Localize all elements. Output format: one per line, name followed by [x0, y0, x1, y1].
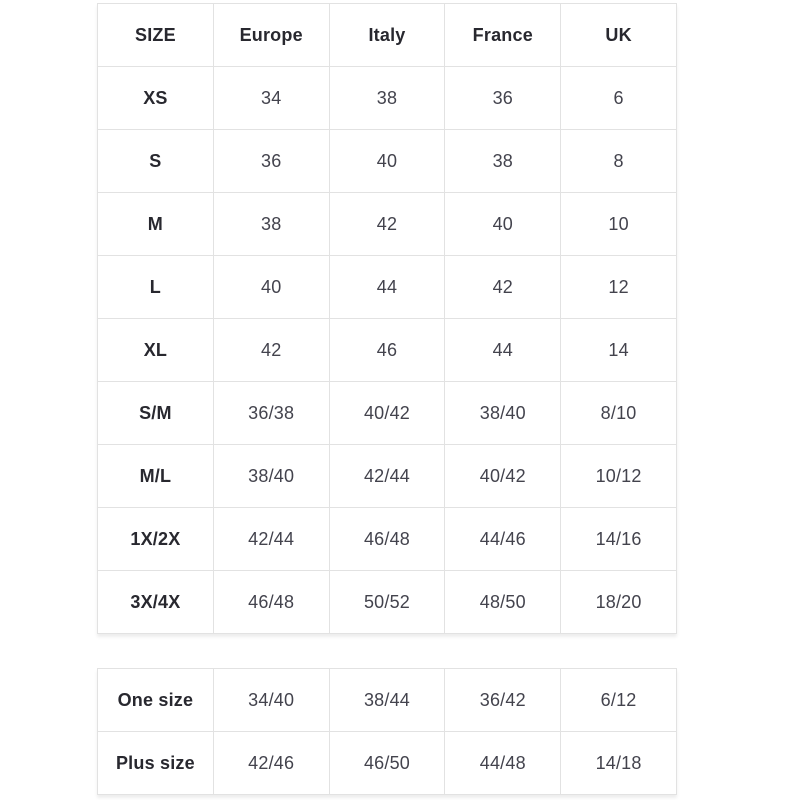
- row-label: S: [98, 130, 214, 193]
- table-cell: 38: [445, 130, 561, 193]
- table-cell: 38: [213, 193, 329, 256]
- table-cell: 44/48: [445, 732, 561, 795]
- table-cell: 6: [561, 67, 677, 130]
- header-row: [98, 4, 677, 67]
- column-header-italy: Italy: [329, 4, 445, 67]
- table-cell: 42: [329, 193, 445, 256]
- table-cell: 36: [213, 130, 329, 193]
- row-label: Plus size: [98, 732, 214, 795]
- table-row-one-size: [98, 669, 677, 732]
- table-cell: 42/44: [213, 508, 329, 571]
- table-cell: 10/12: [561, 445, 677, 508]
- table-cell: 44/46: [445, 508, 561, 571]
- column-header-europe: Europe: [213, 4, 329, 67]
- table-row-xs: [98, 67, 677, 130]
- table-cell: 48/50: [445, 571, 561, 634]
- row-label: S/M: [98, 382, 214, 445]
- table-cell: 34/40: [213, 669, 329, 732]
- table-cell: 42/46: [213, 732, 329, 795]
- table-cell: 44: [445, 319, 561, 382]
- table-cell: 46: [329, 319, 445, 382]
- table-cell: 36/42: [445, 669, 561, 732]
- table-cell: 14/18: [561, 732, 677, 795]
- table-cell: 36: [445, 67, 561, 130]
- table-cell: 40: [329, 130, 445, 193]
- table-cell: 44: [329, 256, 445, 319]
- table-cell: 46/48: [329, 508, 445, 571]
- table-cell: 18/20: [561, 571, 677, 634]
- table-cell: 42: [213, 319, 329, 382]
- table-cell: 46/48: [213, 571, 329, 634]
- row-label: M: [98, 193, 214, 256]
- table-cell: 6/12: [561, 669, 677, 732]
- row-label: 3X/4X: [98, 571, 214, 634]
- row-label: XS: [98, 67, 214, 130]
- table-cell: 36/38: [213, 382, 329, 445]
- table-cell: 40/42: [329, 382, 445, 445]
- row-label: XL: [98, 319, 214, 382]
- table-cell: 38/44: [329, 669, 445, 732]
- table-cell: 46/50: [329, 732, 445, 795]
- table-row-s: [98, 130, 677, 193]
- one-size-plus-size-table: [97, 668, 677, 795]
- table-cell: 14: [561, 319, 677, 382]
- table-cell: 8: [561, 130, 677, 193]
- table-cell: 14/16: [561, 508, 677, 571]
- table-cell: 40/42: [445, 445, 561, 508]
- table-cell: 10: [561, 193, 677, 256]
- column-header-uk: UK: [561, 4, 677, 67]
- table-cell: 40: [213, 256, 329, 319]
- column-header-size: SIZE: [98, 4, 214, 67]
- table-cell: 38/40: [445, 382, 561, 445]
- table-cell: 50/52: [329, 571, 445, 634]
- table-cell: 42/44: [329, 445, 445, 508]
- table-row-m: [98, 193, 677, 256]
- row-label: One size: [98, 669, 214, 732]
- column-header-france: France: [445, 4, 561, 67]
- size-conversion-table: [97, 3, 677, 634]
- table-row-l: [98, 256, 677, 319]
- table-row-xl: [98, 319, 677, 382]
- table-cell: 38/40: [213, 445, 329, 508]
- table-cell: 38: [329, 67, 445, 130]
- table-row-plus-size: [98, 732, 677, 795]
- row-label: 1X/2X: [98, 508, 214, 571]
- table-gap: [97, 634, 800, 668]
- table-cell: 40: [445, 193, 561, 256]
- row-label: L: [98, 256, 214, 319]
- table-cell: 12: [561, 256, 677, 319]
- table-row-s-m: [98, 382, 677, 445]
- table-row-3x-4x: [98, 571, 677, 634]
- table-cell: 8/10: [561, 382, 677, 445]
- row-label: M/L: [98, 445, 214, 508]
- table-cell: 34: [213, 67, 329, 130]
- table-row-m-l: [98, 445, 677, 508]
- table-row-1x-2x: [98, 508, 677, 571]
- table-cell: 42: [445, 256, 561, 319]
